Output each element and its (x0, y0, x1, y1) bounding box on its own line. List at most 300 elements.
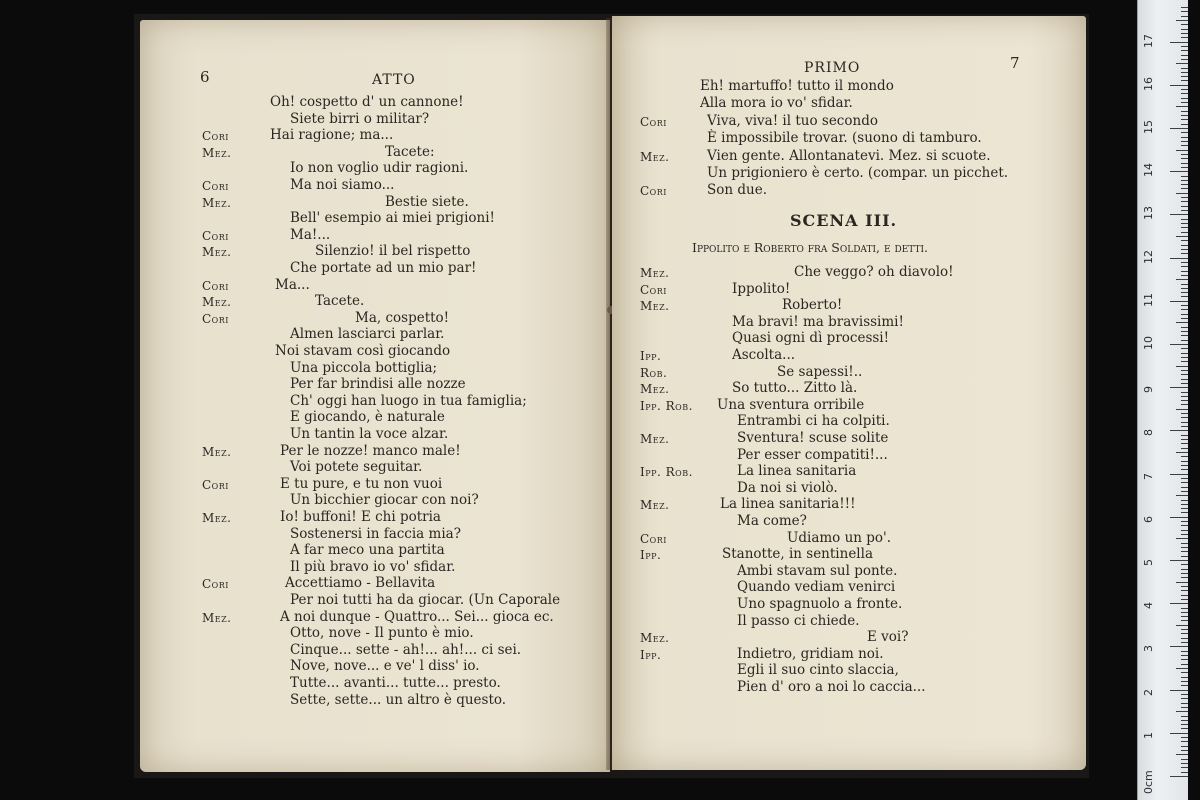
ruler-tick (1181, 569, 1188, 570)
ruler-tick (1170, 560, 1188, 561)
ruler-tick (1176, 754, 1188, 755)
ruler-tick (1176, 106, 1188, 107)
ruler-tick (1181, 404, 1188, 405)
ruler-tick (1181, 551, 1188, 552)
ruler-tick (1181, 288, 1188, 289)
ruler-tick (1181, 491, 1188, 492)
ruler-tick (1181, 357, 1188, 358)
ruler-tick (1176, 236, 1188, 237)
ruler-tick (1181, 76, 1188, 77)
speaker-label: Mez. (202, 444, 232, 459)
ruler-tick (1181, 89, 1188, 90)
ruler-tick (1181, 694, 1188, 695)
verse-line: Per far brindisi alle nozze (290, 376, 466, 393)
speaker-label: Cori (202, 311, 229, 326)
verse-line: A noi dunque - Quattro... Sei... gioca ec. (280, 608, 554, 625)
ruler-tick (1181, 361, 1188, 362)
ruler-label: 10 (1142, 336, 1155, 350)
verse-line: Ma bravi! ma bravissimi! (732, 313, 904, 330)
ruler-tick (1181, 331, 1188, 332)
ruler-tick (1181, 525, 1188, 526)
ruler-tick (1181, 292, 1188, 293)
ruler-tick (1181, 590, 1188, 591)
measuring-ruler (1137, 0, 1188, 800)
ruler-tick (1181, 677, 1188, 678)
speaker-label: Mez. (640, 266, 670, 280)
ruler-tick (1181, 651, 1188, 652)
ruler-tick (1181, 154, 1188, 155)
verse-line: Io! buffoni! E chi potria (280, 509, 441, 525)
ruler-tick (1181, 396, 1188, 397)
ruler-tick (1181, 763, 1188, 764)
ruler-tick (1176, 711, 1188, 712)
ruler-tick (1181, 443, 1188, 444)
verse-line: A far meco una partita (290, 542, 445, 559)
ruler-tick (1170, 733, 1188, 734)
verse-line: Ippolito! (732, 280, 791, 297)
ruler-label: 3 (1142, 645, 1155, 653)
ruler-tick (1181, 724, 1188, 725)
ruler-label: 8 (1142, 429, 1155, 437)
scene-title: SCENA III. (790, 211, 898, 230)
verse-line: Bestie siete. (385, 193, 469, 210)
verse-line: Sostenersi in faccia mia? (290, 525, 461, 542)
ruler-label: 14 (1142, 163, 1155, 178)
verse-line: Alla mora io vo' sfidar. (700, 95, 853, 112)
verse-line: Tacete. (315, 293, 365, 310)
speaker-label: Cori (640, 114, 667, 129)
ruler-tick (1170, 85, 1188, 86)
ruler-tick (1181, 413, 1188, 414)
ruler-tick (1176, 322, 1188, 323)
ruler-tick (1181, 145, 1188, 146)
ruler-tick (1176, 193, 1188, 194)
speaker-label: Mez. (202, 195, 232, 210)
verse-line: Ch' oggi han luogo in tua famiglia; (290, 392, 527, 409)
ruler-tick (1181, 253, 1188, 254)
ruler-label: 16 (1142, 76, 1155, 91)
verse-line: Un tantin la voce alzar. (290, 426, 449, 442)
ruler-tick (1181, 772, 1188, 773)
ruler-tick (1181, 327, 1188, 328)
ruler-label: 6 (1142, 515, 1155, 523)
ruler-tick (1181, 50, 1188, 51)
ruler-tick (1181, 284, 1188, 285)
ruler-tick (1181, 210, 1188, 211)
ruler-tick (1176, 452, 1188, 453)
ruler-tick (1181, 478, 1188, 479)
ruler-tick (1181, 707, 1188, 708)
verse-line: Noi stavam così giocando (275, 343, 451, 359)
ruler-tick (1181, 465, 1188, 466)
ruler-tick (1170, 517, 1188, 518)
ruler-tick (1176, 20, 1188, 21)
ruler-tick (1181, 335, 1188, 336)
verse-line: Accettiamo - Bellavita (285, 575, 436, 592)
verse-line: Una sventura orribile (717, 396, 865, 413)
ruler-tick (1181, 80, 1188, 81)
ruler-tick (1181, 353, 1188, 354)
verse-line: Che veggo? oh diavolo! (794, 264, 954, 280)
verse-line: Una piccola bottiglia; (290, 359, 438, 376)
ruler-tick (1170, 690, 1188, 691)
ruler-tick (1181, 500, 1188, 501)
verse-line: Se sapessi!.. (777, 363, 863, 380)
verse-line: Eh! martuffo! tutto il mondo (700, 78, 894, 94)
verse-line: Nove, nove... e ve' l diss' io. (290, 658, 480, 675)
speaker-label: Cori (202, 278, 229, 293)
ruler-tick (1181, 102, 1188, 103)
ruler-tick (1181, 98, 1188, 99)
ruler-tick (1170, 214, 1188, 215)
ruler-tick (1181, 132, 1188, 133)
ruler-tick (1181, 469, 1188, 470)
ruler-tick (1176, 279, 1188, 280)
ruler-tick (1181, 33, 1188, 34)
verse-line: Per le nozze! manco male! (280, 442, 461, 459)
ruler-tick (1181, 348, 1188, 349)
ruler-tick (1176, 409, 1188, 410)
speaker-label: Cori (202, 477, 229, 492)
verse-line: Stanotte, in sentinella (722, 546, 873, 563)
verse-line: Che portate ad un mio par! (290, 260, 477, 276)
ruler-tick (1181, 741, 1188, 742)
ruler-tick (1181, 68, 1188, 69)
verse-line: Ma... (275, 276, 310, 293)
ruler-tick (1181, 759, 1188, 760)
verse-line: Bell' esempio ai miei prigioni! (290, 210, 495, 227)
ruler-tick (1170, 301, 1188, 302)
ruler-tick (1181, 672, 1188, 673)
verse-line: Un bicchier giocar con noi? (290, 492, 479, 509)
speaker-label: Rob. (640, 365, 668, 380)
ruler-tick (1181, 487, 1188, 488)
ruler-tick (1181, 767, 1188, 768)
ruler-tick (1181, 716, 1188, 717)
ruler-tick (1176, 625, 1188, 626)
ruler-tick (1181, 111, 1188, 112)
ruler-tick (1181, 167, 1188, 168)
ruler-tick (1181, 426, 1188, 427)
ruler-tick (1181, 655, 1188, 656)
ruler-tick (1181, 206, 1188, 207)
ruler-tick (1176, 538, 1188, 539)
verse-line: Tutte... avanti... tutte... presto. (290, 675, 501, 691)
ruler-tick (1181, 227, 1188, 228)
verse-line: E giocando, è naturale (290, 409, 445, 426)
verse-line: Indietro, gridiam noi. (737, 645, 884, 662)
running-head: ATTO (372, 72, 416, 88)
speaker-label: Mez. (640, 382, 670, 397)
speaker-label: Ipp. (640, 548, 662, 563)
verse-line: Uno spagnuolo a fronte. (737, 596, 903, 612)
speaker-label: Cori (640, 184, 667, 199)
ruler-tick (1181, 577, 1188, 578)
ruler-tick (1170, 128, 1188, 129)
ruler-tick (1181, 638, 1188, 639)
verse-line: Il più bravo io vo' sfidar. (290, 558, 456, 575)
ruler-tick (1181, 642, 1188, 643)
ruler-tick (1181, 703, 1188, 704)
speaker-label: Ipp. Rob. (640, 398, 693, 413)
verse-line: Da noi si violò. (737, 479, 838, 496)
speaker-label: Ipp. Rob. (640, 465, 693, 480)
ruler-label: 2 (1142, 688, 1155, 696)
ruler-tick (1181, 249, 1188, 250)
ruler-tick (1181, 314, 1188, 315)
ruler-tick (1181, 119, 1188, 120)
speaker-label: Cori (640, 282, 667, 297)
ruler-tick (1181, 456, 1188, 457)
ruler-tick (1181, 612, 1188, 613)
ruler-tick (1181, 93, 1188, 94)
speaker-label: Mez. (202, 245, 232, 260)
ruler-label: 11 (1142, 292, 1155, 307)
verse-line: Sventura! scuse solite (737, 430, 889, 446)
verse-line: Un prigioniero è certo. (compar. un picchet. (707, 165, 1009, 181)
ruler-tick (1181, 720, 1188, 721)
ruler-tick (1181, 564, 1188, 565)
ruler-tick (1181, 659, 1188, 660)
ruler-tick (1181, 240, 1188, 241)
verse-line: Tacete: (385, 143, 435, 160)
ruler-tick (1181, 737, 1188, 738)
ruler-tick (1181, 504, 1188, 505)
ruler-label: 9 (1142, 386, 1155, 394)
verse-line: So tutto... Zitto là. (732, 380, 858, 397)
verse-line: È impossibile trovar. (suono di tamburo. (707, 130, 982, 147)
ruler-tick (1181, 573, 1188, 574)
running-head: PRIMO (804, 60, 861, 76)
ruler-tick (1181, 521, 1188, 522)
ruler-tick (1181, 24, 1188, 25)
ruler-tick (1181, 746, 1188, 747)
ruler-tick (1181, 728, 1188, 729)
ruler-tick (1181, 266, 1188, 267)
ruler-tick (1181, 599, 1188, 600)
ruler-label: 4 (1142, 602, 1155, 610)
ruler-tick (1181, 16, 1188, 17)
ruler-tick (1181, 616, 1188, 617)
verse-line: Io non voglio udir ragioni. (290, 160, 469, 177)
ruler-tick (1181, 586, 1188, 587)
verse-line: Sette, sette... un altro è questo. (290, 691, 507, 708)
ruler-tick (1181, 180, 1188, 181)
ruler-label: 0cm (1142, 770, 1155, 794)
ruler-tick (1176, 668, 1188, 669)
ruler-label: 5 (1142, 559, 1155, 566)
ruler-tick (1170, 171, 1188, 172)
speaker-label: Mez. (202, 610, 232, 625)
verse-line: Otto, nove - Il punto è mio. (290, 625, 474, 642)
verse-line: E voi? (867, 629, 909, 646)
ruler-tick (1181, 275, 1188, 276)
ruler-tick (1181, 383, 1188, 384)
ruler-tick (1181, 318, 1188, 319)
speaker-label: Cori (202, 129, 229, 144)
ruler-tick (1181, 482, 1188, 483)
verse-line: La linea sanitaria (737, 463, 857, 480)
ruler-tick (1181, 37, 1188, 38)
ruler-tick (1170, 258, 1188, 259)
speaker-label: Mez. (640, 149, 670, 164)
ruler-tick (1181, 543, 1188, 544)
ruler-tick (1181, 158, 1188, 159)
ruler-tick (1181, 46, 1188, 47)
ruler-tick (1181, 400, 1188, 401)
ruler-tick (1181, 620, 1188, 621)
speaker-label: Ipp. (640, 647, 662, 662)
verse-line: Vien gente. Allontanatevi. Mez. si scuote. (707, 147, 991, 164)
verse-line: Viva, viva! il tuo secondo (707, 112, 878, 129)
ruler-tick (1181, 305, 1188, 306)
ruler-label: 17 (1142, 33, 1155, 48)
verse-line: Siete birri o militar? (290, 110, 430, 127)
ruler-tick (1176, 582, 1188, 583)
ruler-tick (1181, 115, 1188, 116)
ruler-tick (1181, 201, 1188, 202)
verse-line: Voi potete seguitar. (290, 459, 423, 476)
speaker-label: Ipp. (640, 349, 662, 363)
speaker-label: Mez. (640, 299, 670, 314)
ruler-tick (1181, 698, 1188, 699)
scene-cast: Ippolito e Roberto fra Soldati, e detti. (692, 240, 928, 255)
ruler-tick (1170, 387, 1188, 388)
ruler-tick (1181, 685, 1188, 686)
verse-line: Il passo ci chiede. (737, 612, 860, 629)
ruler-tick (1181, 547, 1188, 548)
ruler-tick (1170, 430, 1188, 431)
verse-line: Ma come? (737, 513, 807, 529)
ruler-tick (1181, 556, 1188, 557)
ruler-tick (1181, 59, 1188, 60)
ruler-tick (1181, 262, 1188, 263)
ruler-tick (1181, 439, 1188, 440)
ruler-tick (1181, 163, 1188, 164)
verse-line: Roberto! (782, 297, 843, 314)
ruler-tick (1181, 629, 1188, 630)
ruler-label: 13 (1142, 206, 1155, 221)
verse-line: Oh! cospetto d' un cannone! (270, 94, 464, 110)
speaker-label: Cori (202, 228, 229, 243)
ruler-tick (1181, 370, 1188, 371)
verse-line: Son due. (707, 182, 767, 199)
ruler-tick (1170, 42, 1188, 43)
ruler-tick (1181, 219, 1188, 220)
ruler-tick (1170, 646, 1188, 647)
verse-line: Pien d' oro a noi lo caccia... (737, 679, 926, 695)
verse-line: Ascolta... (732, 347, 796, 363)
speaker-label: Cori (202, 179, 229, 193)
ruler-tick (1181, 422, 1188, 423)
ruler-tick (1176, 63, 1188, 64)
ruler-tick (1181, 141, 1188, 142)
page-number: 7 (1010, 54, 1020, 72)
right-page (612, 16, 1086, 770)
speaker-label: Mez. (202, 295, 232, 310)
ruler-tick (1181, 11, 1188, 12)
ruler-tick (1181, 392, 1188, 393)
verse-line: Ma, cospetto! (355, 309, 450, 326)
ruler-tick (1170, 474, 1188, 475)
verse-line: Ma noi siamo... (290, 177, 395, 193)
ruler-tick (1181, 681, 1188, 682)
verse-line: Per esser compatiti!... (737, 446, 888, 463)
verse-line: Ambi stavam sul ponte. (737, 562, 898, 579)
ruler-tick (1181, 512, 1188, 513)
verse-line: Silenzio! il bel rispetto (315, 243, 471, 260)
page-number: 6 (200, 68, 210, 86)
ruler-tick (1181, 223, 1188, 224)
ruler-tick (1181, 595, 1188, 596)
verse-line: Udiamo un po'. (787, 529, 892, 546)
speaker-label: Mez. (640, 498, 670, 513)
verse-line: Egli il suo cinto slaccia, (737, 662, 899, 679)
verse-line: Hai ragione; ma... (270, 127, 394, 144)
verse-line: Per noi tutti ha da giocar. (Un Caporale (290, 592, 561, 608)
ruler-tick (1181, 448, 1188, 449)
ruler-tick (1181, 633, 1188, 634)
verse-line: E tu pure, e tu non vuoi (280, 475, 443, 492)
ruler-tick (1181, 137, 1188, 138)
speaker-label: Mez. (202, 511, 232, 525)
ruler-tick (1181, 188, 1188, 189)
ruler-tick (1181, 72, 1188, 73)
ruler-tick (1181, 245, 1188, 246)
ruler-tick (1170, 344, 1188, 345)
speaker-label: Mez. (202, 145, 232, 160)
ruler-tick (1181, 55, 1188, 56)
ruler-tick (1181, 608, 1188, 609)
ruler-tick (1176, 495, 1188, 496)
ruler-tick (1181, 184, 1188, 185)
ruler-tick (1181, 435, 1188, 436)
speaker-label: Cori (640, 531, 667, 546)
ruler-tick (1181, 29, 1188, 30)
ruler-tick (1181, 296, 1188, 297)
ruler-tick (1181, 7, 1188, 8)
verse-line: Quasi ogni dì processi! (732, 330, 890, 347)
ruler-tick (1176, 150, 1188, 151)
left-page (140, 20, 610, 772)
ruler-tick (1181, 534, 1188, 535)
speaker-label: Mez. (640, 432, 670, 446)
verse-line: Entrambi ci ha colpiti. (737, 413, 890, 430)
ruler-tick (1181, 417, 1188, 418)
ruler-tick (1181, 124, 1188, 125)
ruler-tick (1181, 309, 1188, 310)
ruler-tick (1181, 508, 1188, 509)
ruler-label: 12 (1142, 249, 1155, 264)
verse-line: Almen lasciarci parlar. (290, 326, 445, 343)
ruler-label: 15 (1142, 120, 1155, 134)
ruler-tick (1181, 664, 1188, 665)
ruler-tick (1181, 340, 1188, 341)
ruler-label: 7 (1142, 472, 1155, 480)
ruler-tick (1181, 232, 1188, 233)
ruler-label: 1 (1142, 731, 1155, 739)
ruler-tick (1181, 379, 1188, 380)
ruler-tick (1181, 176, 1188, 177)
verse-line: La linea sanitaria!!! (720, 496, 856, 513)
verse-line: Ma!... (290, 226, 331, 243)
speaker-label: Cori (202, 577, 229, 592)
verse-line: Cinque... sette - ah!... ah!... ci sei. (290, 641, 522, 658)
ruler-tick (1181, 271, 1188, 272)
speaker-label: Mez. (640, 631, 670, 646)
ruler-tick (1181, 750, 1188, 751)
ruler-tick (1176, 366, 1188, 367)
